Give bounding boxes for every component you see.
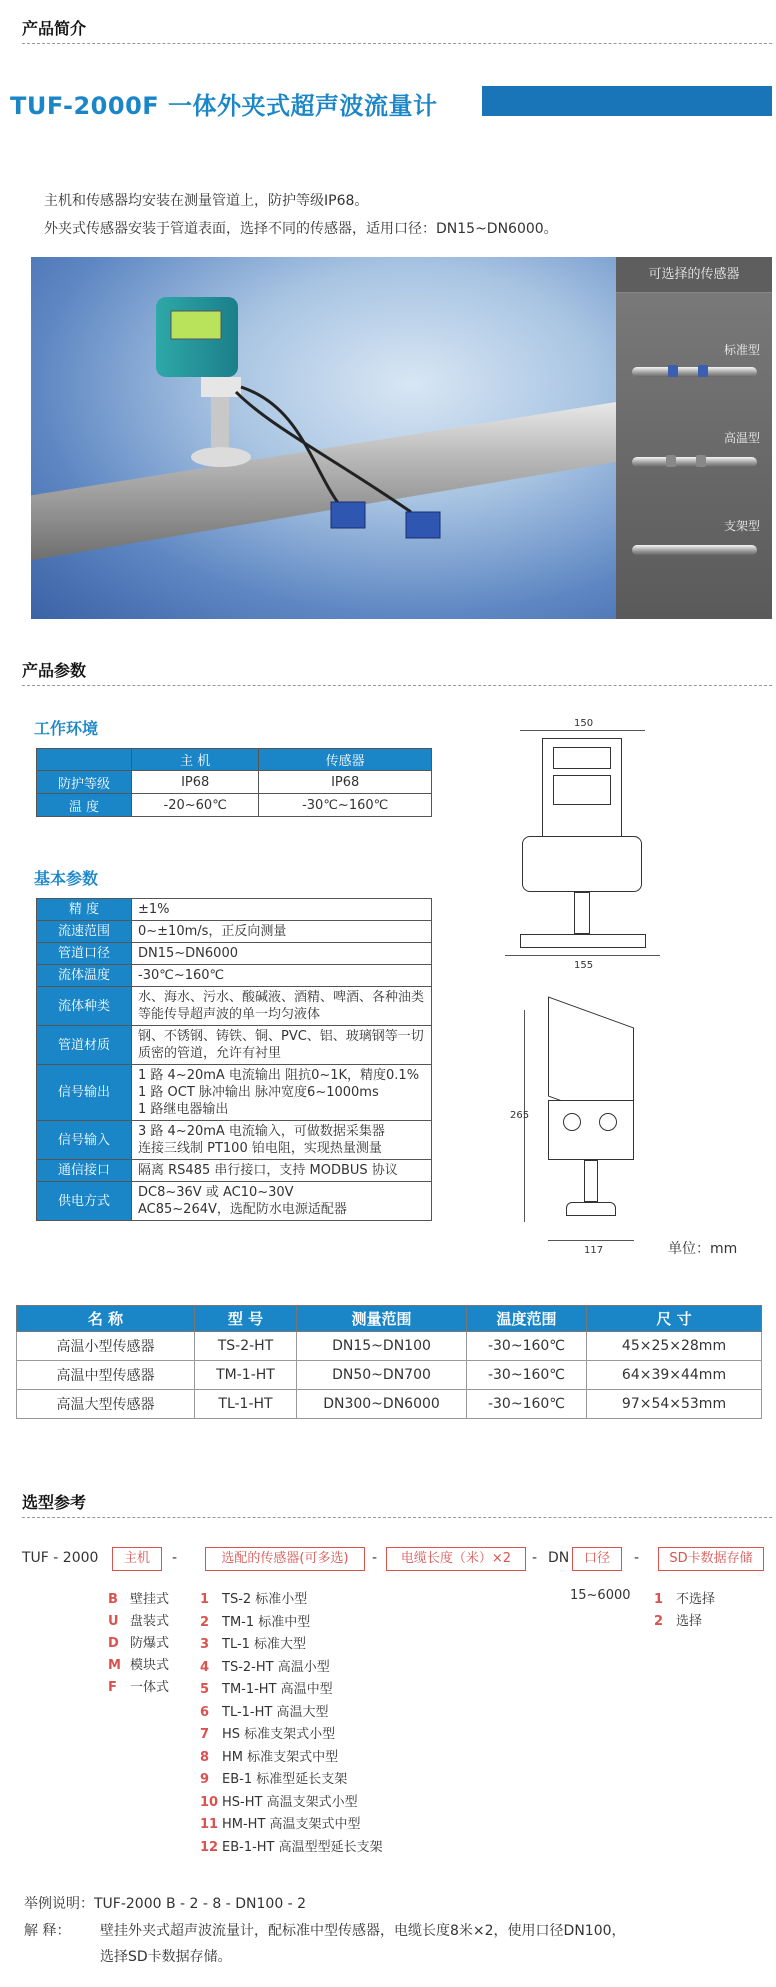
option-code: 2 <box>654 1614 664 1629</box>
table-cell: 高温中型传感器 <box>17 1361 195 1390</box>
front-view-clamp <box>520 934 646 948</box>
row-label: 通信接口 <box>37 1160 132 1182</box>
table-cell: 97×54×53mm <box>587 1390 762 1419</box>
table-row <box>37 1160 432 1182</box>
table-cell: 1 路 4~20mA 电流输出 阻抗0~1K，精度0.1% 1 路 OCT 脉冲输出 脉冲宽度6~1000ms 1 路继电器输出 <box>132 1065 432 1121</box>
dim-height: 265 <box>510 1110 530 1121</box>
host-option <box>108 1654 169 1673</box>
table-header-cell: 尺 寸 <box>587 1306 762 1332</box>
table-row <box>37 771 432 794</box>
hero-photo <box>31 257 616 619</box>
sensor-icon <box>698 365 708 377</box>
row-label: 流体种类 <box>37 987 132 1026</box>
host-option <box>108 1676 169 1695</box>
table-cell: DC8~36V 或 AC10~30V AC85~264V，选配防水电源适配器 <box>132 1182 432 1221</box>
selector-host: 主机 <box>112 1547 162 1571</box>
table-header-cell <box>37 749 132 771</box>
table-row <box>37 965 432 987</box>
sensor-spec-table <box>16 1305 762 1419</box>
table-row <box>37 1065 432 1121</box>
sensor-icon <box>668 365 678 377</box>
option-label: 选择 <box>676 1614 703 1629</box>
work-env-table <box>36 748 432 817</box>
table-cell: 高温大型传感器 <box>17 1390 195 1419</box>
dim-depth: 117 <box>584 1245 604 1256</box>
table-row <box>17 1361 762 1390</box>
section-title: 产品简介 <box>22 19 87 38</box>
selector-sensor: 选配的传感器(可多选) <box>205 1547 365 1571</box>
sensor-type-standard: 标准型 <box>723 343 760 357</box>
table-cell: 0~±10m/s，正反向测量 <box>132 921 432 943</box>
sensor-options-panel <box>616 257 772 619</box>
dim-width-top: 150 <box>574 718 594 729</box>
sensor-option <box>200 1791 358 1810</box>
section-header-selection <box>22 1492 772 1518</box>
option-label: 壁挂式 <box>130 1592 170 1607</box>
dn-label: DN <box>548 1550 570 1566</box>
selector-diameter: 口径 <box>572 1547 622 1571</box>
sd-option <box>654 1610 702 1629</box>
flowmeter-illustration <box>31 257 616 619</box>
table-row <box>17 1332 762 1361</box>
section-header-intro <box>22 18 772 44</box>
front-view-stem <box>574 892 590 934</box>
example-line: 举例说明：TUF-2000 B - 2 - 8 - DN100 - 2 <box>24 1896 307 1912</box>
dim-line <box>548 1240 634 1241</box>
table-header-row <box>37 749 432 771</box>
product-title-row <box>10 84 772 118</box>
sensor-option <box>200 1588 307 1607</box>
sensor-type-hightemp: 高温型 <box>723 431 760 445</box>
host-option <box>108 1588 169 1607</box>
table-row <box>37 943 432 965</box>
intro-line-2: 外夹式传感器安装于管道表面，选择不同的传感器，适用口径：DN15~DN6000。 <box>44 221 558 237</box>
option-label: 盘装式 <box>130 1614 170 1629</box>
option-code: 6 <box>200 1704 210 1720</box>
table-header-cell: 型 号 <box>195 1306 297 1332</box>
separator: - <box>532 1550 538 1566</box>
option-code: U <box>108 1614 119 1629</box>
option-label: HM-HT 高温支架式中型 <box>222 1817 361 1832</box>
table-header-row <box>17 1306 762 1332</box>
option-code: 12 <box>200 1839 219 1855</box>
option-label: HM 标准支架式中型 <box>222 1749 339 1765</box>
option-label: 模块式 <box>130 1658 170 1673</box>
sensor-option <box>200 1723 335 1742</box>
option-code: 7 <box>200 1727 210 1742</box>
option-label: HS-HT 高温支架式小型 <box>222 1794 358 1810</box>
front-view-base <box>522 836 642 892</box>
keypad <box>553 775 611 805</box>
separator: - <box>172 1550 178 1566</box>
section-title: 选型参考 <box>22 1493 87 1512</box>
dim-line <box>520 730 645 731</box>
option-code: 9 <box>200 1772 210 1787</box>
gland-icon <box>599 1113 617 1131</box>
title-accent-bar <box>482 86 772 116</box>
dn-range: 15~6000 <box>570 1588 631 1603</box>
option-code: 10 <box>200 1794 219 1810</box>
row-label: 信号输出 <box>37 1065 132 1121</box>
intro-line-1: 主机和传感器均安装在测量管道上，防护等级IP68。 <box>44 193 369 209</box>
model-prefix: TUF - 2000 <box>22 1550 99 1566</box>
table-cell: 高温小型传感器 <box>17 1332 195 1361</box>
row-label: 管道口径 <box>37 943 132 965</box>
table-header-cell: 主 机 <box>132 749 259 771</box>
table-row <box>37 899 432 921</box>
host-option <box>108 1610 169 1629</box>
option-code: 5 <box>200 1682 210 1697</box>
row-label: 流体温度 <box>37 965 132 987</box>
option-label: TS-2 标准小型 <box>222 1592 308 1607</box>
option-code: 2 <box>200 1614 210 1630</box>
sd-option <box>654 1588 715 1607</box>
table-cell: TL-1-HT <box>195 1390 297 1419</box>
table-header-cell: 传感器 <box>259 749 432 771</box>
option-label: TM-1-HT 高温中型 <box>222 1682 333 1697</box>
table-cell: -30~160℃ <box>467 1361 587 1390</box>
unit-label: 单位：mm <box>668 1241 738 1257</box>
host-option <box>108 1632 169 1651</box>
option-label: HS 标准支架式小型 <box>222 1727 336 1742</box>
row-label: 精 度 <box>37 899 132 921</box>
option-code: D <box>108 1636 119 1651</box>
table-cell: ±1% <box>132 899 432 921</box>
selector-cable-length: 电缆长度（米）×2 <box>386 1547 526 1571</box>
sensor-option <box>200 1656 330 1675</box>
explain-line-2: 选择SD卡数据存储。 <box>100 1949 232 1965</box>
selector-sd-card: SD卡数据存储 <box>658 1547 764 1571</box>
option-label: 一体式 <box>130 1680 170 1695</box>
option-code: 11 <box>200 1817 219 1832</box>
explain-line-1: 壁挂外夹式超声波流量计，配标准中型传感器，电缆长度8米×2，使用口径DN100， <box>100 1923 626 1939</box>
option-code: 8 <box>200 1749 210 1765</box>
table-header-cell: 温度范围 <box>467 1306 587 1332</box>
front-view-body <box>542 738 622 838</box>
table-cell: DN300~DN6000 <box>297 1390 467 1419</box>
sensor-option <box>200 1836 383 1855</box>
option-code: 1 <box>200 1592 210 1607</box>
side-view-stem <box>584 1160 598 1202</box>
table-cell: DN50~DN700 <box>297 1361 467 1390</box>
sensor-pipe-bracket <box>632 545 757 555</box>
table-cell: -30~160℃ <box>467 1332 587 1361</box>
gland-icon <box>563 1113 581 1131</box>
dim-line <box>505 955 660 956</box>
option-label: EB-1 标准型延长支架 <box>222 1772 348 1787</box>
basic-params-title: 基本参数 <box>34 869 99 888</box>
table-cell: -20~60℃ <box>132 794 259 817</box>
table-cell: DN15~DN100 <box>297 1332 467 1361</box>
option-label: TS-2-HT 高温小型 <box>222 1659 330 1675</box>
table-cell: DN15~DN6000 <box>132 943 432 965</box>
option-code: B <box>108 1592 118 1607</box>
row-label: 防护等级 <box>37 771 132 794</box>
option-label: EB-1-HT 高温型型延长支架 <box>222 1839 383 1855</box>
row-label: 供电方式 <box>37 1182 132 1221</box>
table-cell: TS-2-HT <box>195 1332 297 1361</box>
work-env-title: 工作环境 <box>34 719 99 738</box>
side-view-body <box>548 1100 634 1160</box>
table-cell: -30℃~160℃ <box>132 965 432 987</box>
table-cell: 64×39×44mm <box>587 1361 762 1390</box>
row-label: 管道材质 <box>37 1026 132 1065</box>
explain-label: 解 释： <box>24 1923 71 1939</box>
table-row <box>37 987 432 1026</box>
side-view-clamp <box>566 1202 616 1216</box>
table-cell: 隔离 RS485 串行接口，支持 MODBUS 协议 <box>132 1160 432 1182</box>
table-row <box>37 921 432 943</box>
table-row <box>37 1182 432 1221</box>
table-cell: -30℃~160℃ <box>259 794 432 817</box>
table-cell: -30~160℃ <box>467 1390 587 1419</box>
table-header-cell: 名 称 <box>17 1306 195 1332</box>
table-cell: 钢、不锈钢、铸铁、铜、PVC、铝、玻璃钢等一切质密的管道，允许有衬里 <box>132 1026 432 1065</box>
display-window <box>553 747 611 769</box>
basic-params-table <box>36 898 432 1221</box>
product-hero-image <box>31 257 772 619</box>
dim-width-bottom: 155 <box>574 960 594 971</box>
sensor-option <box>200 1611 310 1630</box>
row-label: 信号输入 <box>37 1121 132 1160</box>
section-header-params <box>22 660 772 686</box>
table-cell: 3 路 4~20mA 电流输入，可做数据采集器 连接三线制 PT100 铂电阻，实现热量测量 <box>132 1121 432 1160</box>
sensor-option <box>200 1746 338 1765</box>
option-code: 4 <box>200 1659 210 1675</box>
sensor-option <box>200 1813 361 1832</box>
table-row <box>37 1121 432 1160</box>
sensor-icon <box>666 455 676 467</box>
option-code: M <box>108 1658 121 1673</box>
table-cell: IP68 <box>132 771 259 794</box>
product-title: TUF-2000F 一体外夹式超声波流量计 <box>10 92 438 120</box>
sensor-option <box>200 1678 333 1697</box>
sensor-pipe-standard <box>632 367 757 377</box>
table-cell: 45×25×28mm <box>587 1332 762 1361</box>
sensor-icon <box>696 455 706 467</box>
option-label: TL-1 标准大型 <box>222 1637 307 1652</box>
section-title: 产品参数 <box>22 661 87 680</box>
row-label: 温 度 <box>37 794 132 817</box>
table-cell: TM-1-HT <box>195 1361 297 1390</box>
option-code: 3 <box>200 1637 210 1652</box>
sensor-type-bracket: 支架型 <box>723 519 760 533</box>
table-cell: 水、海水、污水、酸碱液、酒精、啤酒、各种油类等能传导超声波的单一均匀液体 <box>132 987 432 1026</box>
table-row <box>17 1390 762 1419</box>
table-row <box>37 794 432 817</box>
option-label: TM-1 标准中型 <box>222 1614 311 1630</box>
table-row <box>37 1026 432 1065</box>
sensor-panel-header: 可选择的传感器 <box>616 257 772 293</box>
sensor-pipe-hightemp <box>632 457 757 467</box>
option-code: 1 <box>654 1592 664 1607</box>
row-label: 流速范围 <box>37 921 132 943</box>
sensor-option <box>200 1768 347 1787</box>
table-cell: IP68 <box>259 771 432 794</box>
table-header-cell: 测量范围 <box>297 1306 467 1332</box>
option-label: 防爆式 <box>130 1636 170 1651</box>
sensor-option <box>200 1633 306 1652</box>
sensor-option <box>200 1701 328 1720</box>
separator: - <box>372 1550 378 1566</box>
option-code: F <box>108 1680 117 1695</box>
separator: - <box>634 1550 640 1566</box>
option-label: 不选择 <box>676 1592 716 1607</box>
option-label: TL-1-HT 高温大型 <box>222 1704 329 1720</box>
